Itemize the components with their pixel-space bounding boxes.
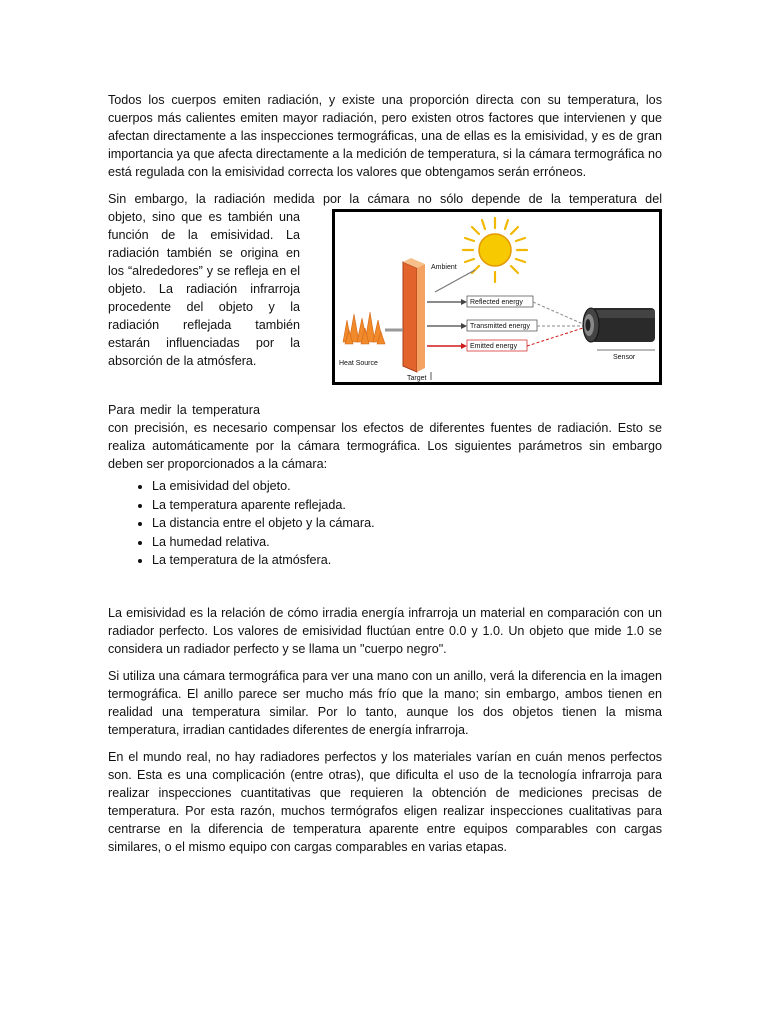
heat-source-flames <box>343 312 385 344</box>
heat-source-label: Heat Source <box>339 360 378 367</box>
transmitted-energy-label: Transmitted energy <box>470 323 531 330</box>
paragraph-3: con precisión, es necesario compensar los efectos de diferentes fuentes de radiación. Esto se realiza automáticamente por la cámara termográfica. Los siguientes parámetros sin embargo deben ser proporcionados a la cámara: <box>108 421 662 471</box>
list-item: • La humedad relativa. <box>152 533 662 552</box>
energy-arrows <box>427 299 467 349</box>
radiation-diagram <box>335 212 659 382</box>
paragraph-2-wrapped: objeto, sino que es también una función de la emisividad. La radiación también se origina en los “alrededores” y se refleja en el objeto. La radiación infrarroja procedente del objeto y la radiación reflejada también estarán influenciadas por la absorción de la atmósfera. <box>108 210 300 368</box>
document-page <box>108 91 662 865</box>
sensor-label: Sensor <box>613 354 636 361</box>
ambient-label: Ambient <box>431 264 457 271</box>
sensor-camera <box>583 308 655 342</box>
thermal-radiation-figure <box>332 209 662 385</box>
emitted-energy-label: Emitted energy <box>470 343 518 350</box>
list-item: • La distancia entre el objeto y la cámara. <box>152 514 662 533</box>
wrapped-text-column <box>108 208 300 385</box>
target-label: Target <box>407 375 427 382</box>
parameter-list <box>108 477 662 570</box>
paragraph-5: Si utiliza una cámara termográfica para ver una mano con un anillo, verá la diferencia en la imagen termográfica. El anillo parece ser mucho más frío que la mano; sin embargo, ambos tienen en realidad una temperatura similar. Por lo tanto, aunque los dos objetos tienen la misma temperatura, irradian cantidades diferentes de energía infrarroja. <box>108 668 662 737</box>
paragraph-1: Todos los cuerpos emiten radiación, y existe una proporción directa con su temperatura, los cuerpos más calientes emiten mayor radiación, pero existen otros factores que intervienen y que afectan directamente a las inspecciones termográficas, una de ellas es la emisividad, y es de gran importancia ya que afecta directamente a la medición de temperatura, si la cámara termográfica no está regulada con la emisividad correcta los valores que obtengamos serán erróneos. <box>108 93 662 179</box>
paragraph-3-first-line: Para medir la temperatura <box>108 403 260 417</box>
paragraph-6: En el mundo real, no hay radiadores perfectos y los materiales varían en cuán menos perfectos son. Esta es una complicación (entre otras), que dificulta el uso de la tecnología infrarroja para realizar inspecciones cuantitativas que requieren la obtención de mediciones precisas de temperatura. Por esta razón, muchos termógrafos eligen realizar inspecciones cualitativas para centrarse en la diferencia de temperatura aparente entre equipos comparables con cargas similares, o el mismo equipo con cargas comparables en varias etapas. <box>108 749 662 854</box>
reflected-energy-label: Reflected energy <box>470 299 523 306</box>
text-with-figure <box>108 208 662 385</box>
paragraph-4: La emisividad es la relación de cómo irradia energía infrarroja un material en comparación con un radiador perfecto. Los valores de emisividad fluctúan entre 0.0 y 1.0. Un objeto que mide 1.0 se considera un radiador perfecto y se llama un "cuerpo negro". <box>108 605 662 656</box>
list-item: • La emisividad del objeto. <box>152 477 662 496</box>
paragraph-2-first-line: Sin embargo, la radiación medida por la cámara no sólo depende de la temperatura del <box>108 192 662 206</box>
list-item: • La temperatura aparente reflejada. <box>152 496 662 515</box>
target-wall <box>403 258 425 372</box>
list-item: • La temperatura de la atmósfera. <box>152 551 662 570</box>
sun-icon <box>463 218 527 282</box>
